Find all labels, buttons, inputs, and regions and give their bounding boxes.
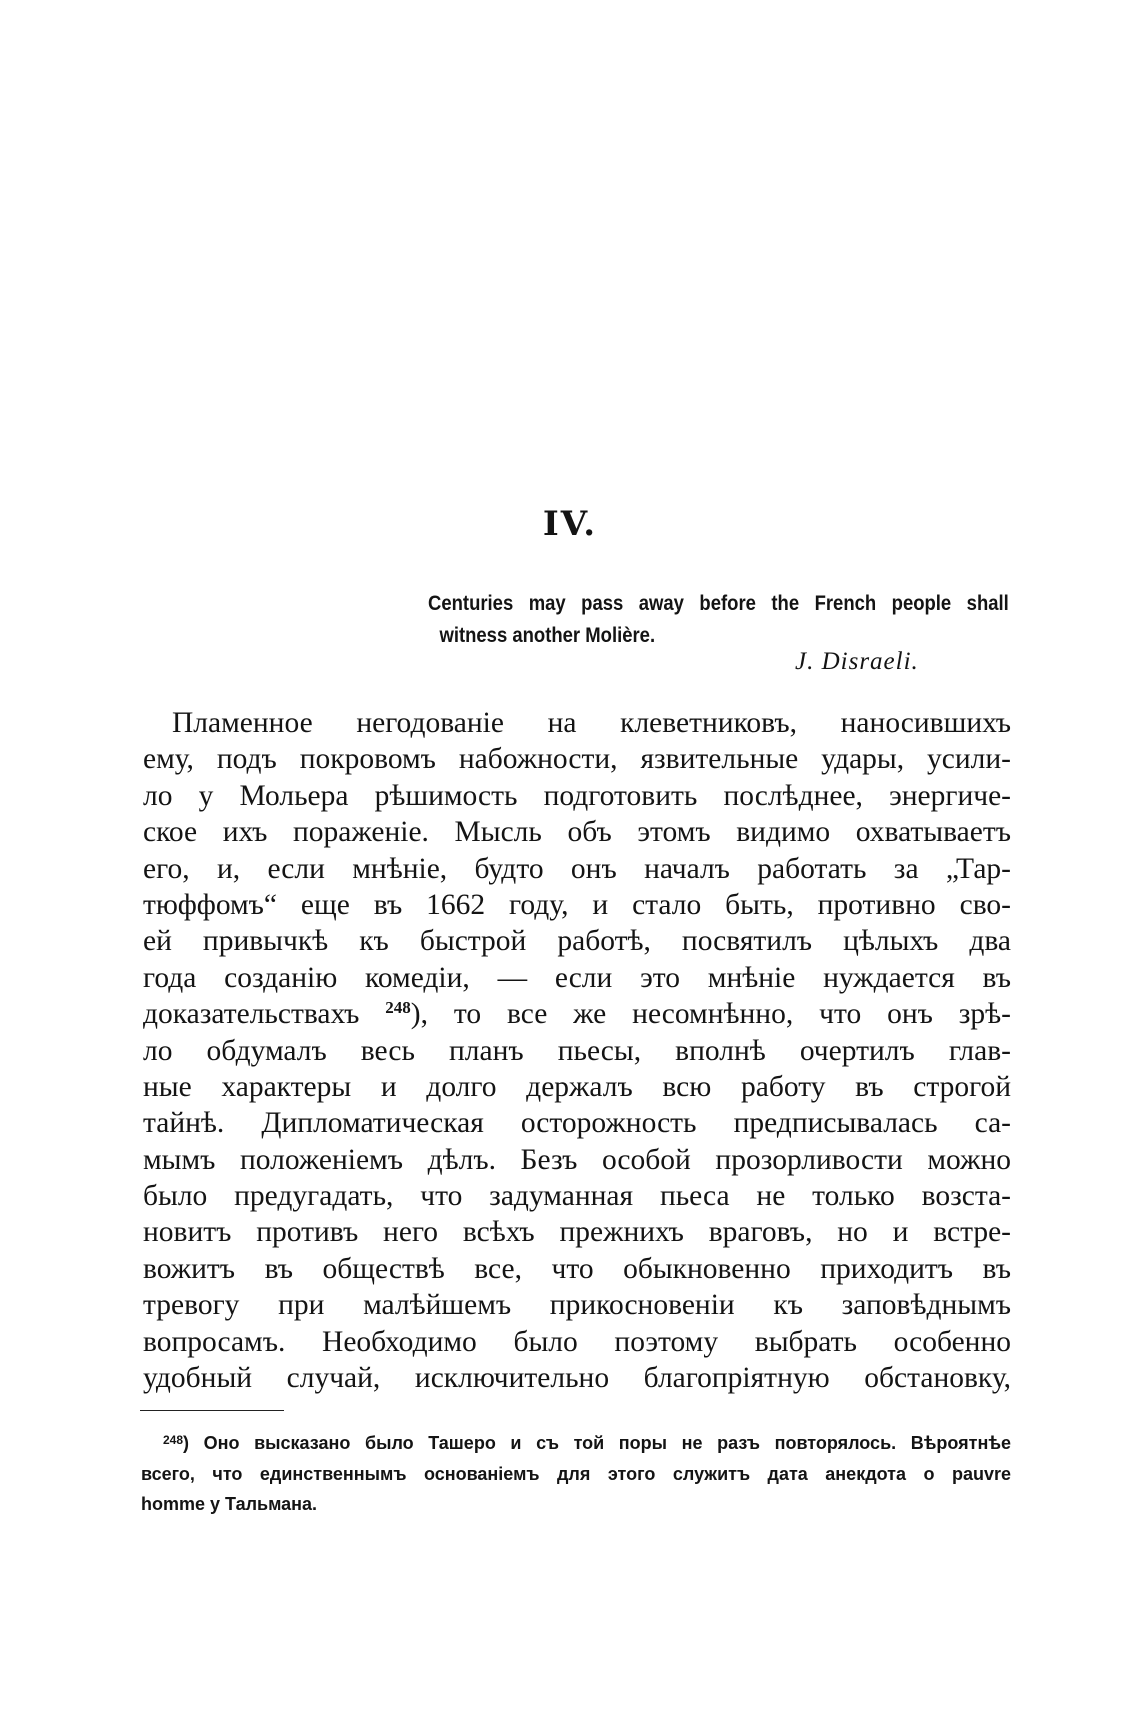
paragraph-line: ные характеры и долго держалъ всю работу въ строгой [143, 1070, 1011, 1103]
footnote-line-2: всего, что единственнымъ основаніемъ для этого служитъ дата анекдота о pauvre [141, 1463, 1011, 1484]
footnote-number: 248 [163, 1433, 184, 1447]
footnote-divider [140, 1410, 284, 1411]
epigraph [428, 588, 1009, 652]
epigraph-line-2: witness another Molière. [439, 624, 656, 647]
paragraph-text: ), то все же несомнѣнно, что онъ зрѣ- [410, 998, 1011, 1031]
footnote-text: ) Оно высказано было Ташеро и съ той поры не разъ повторялось. Вѣроятнѣе [183, 1433, 1011, 1453]
epigraph-line-1: Centuries may pass away before the French people shall [428, 592, 1009, 615]
paragraph-line: года созданію комедіи, — если это мнѣніе нуждается въ [143, 961, 1011, 994]
paragraph-line: ему, подъ покровомъ набожности, язвительные удары, усили- [143, 743, 1011, 776]
paragraph-line: ей привычкѣ къ быстрой работѣ, посвятилъ цѣлыхъ два [143, 925, 1011, 958]
paragraph-line-with-footnote [143, 996, 1011, 1032]
paragraph-line: было предугадать, что задуманная пьеса не только возста- [143, 1180, 1011, 1213]
chapter-heading: IV. [542, 504, 598, 544]
footnote-line-1 [141, 1428, 1011, 1459]
paragraph-line: тревогу при малѣйшемъ прикосновеніи къ заповѣднымъ [143, 1289, 1011, 1322]
main-paragraph [143, 705, 1011, 1396]
paragraph-line: вопросамъ. Необходимо было поэтому выбрать особенно [143, 1325, 1011, 1358]
footnote [141, 1428, 1011, 1520]
footnote-reference[interactable]: 248 [385, 998, 411, 1018]
paragraph-text: доказательствахъ [143, 998, 360, 1031]
paragraph-line: новитъ противъ него всѣхъ прежнихъ враговъ, но и встре- [143, 1216, 1011, 1249]
paragraph-line: ло у Мольера рѣшимость подготовить послѣднее, энергиче- [143, 779, 1011, 812]
paragraph-line: Пламенное негодованіе на клеветниковъ, наносившихъ [172, 707, 1011, 739]
paragraph-line: ло обдумалъ весь планъ пьесы, вполнѣ очертилъ глав- [143, 1034, 1011, 1067]
paragraph-line: удобный случай, исключительно благопріятную обстановку, [143, 1362, 1011, 1395]
paragraph-line: его, и, если мнѣніе, будто онъ началъ работать за „Тар- [143, 852, 1011, 885]
paragraph-line: тайнѣ. Дипломатическая осторожность предписывалась са- [143, 1107, 1011, 1140]
epigraph-author: J. Disraeli. [795, 648, 919, 675]
paragraph-line: вожитъ въ обществѣ все, что обыкновенно приходитъ въ [143, 1252, 1011, 1285]
paragraph-line: мымъ положеніемъ дѣлъ. Безъ особой прозорливости можно [143, 1143, 1011, 1176]
paragraph-line: тюффомъ“ еще въ 1662 году, и стало быть, противно сво- [143, 888, 1011, 921]
footnote-line-3: homme у Тальмана. [141, 1494, 318, 1514]
paragraph-line: ское ихъ пораженіе. Мысль объ этомъ видимо охватываетъ [143, 816, 1011, 849]
